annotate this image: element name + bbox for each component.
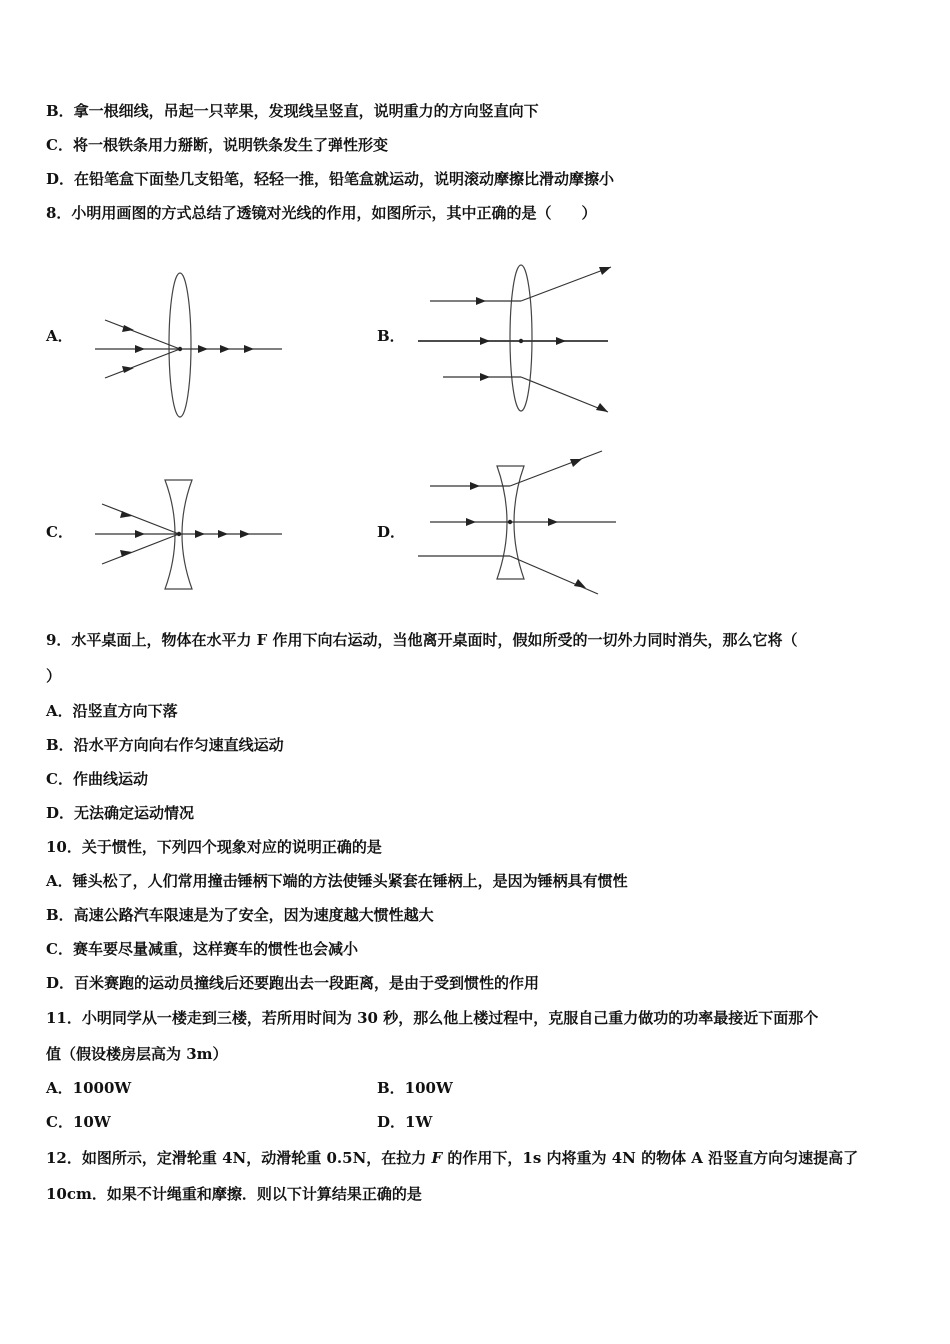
q8-figure-a-label: A． xyxy=(46,327,73,345)
q11-option-d: D．1W xyxy=(377,1113,433,1131)
upper-refracted-ray xyxy=(521,267,611,301)
q12-force-symbol: F xyxy=(431,1149,443,1167)
q11-option-a: A．1000W xyxy=(46,1079,132,1097)
q7-option-b: B．拿一根细线，吊起一只苹果，发现线呈竖直，说明重力的方向竖直向下 xyxy=(46,102,539,120)
q10-stem: 10．关于惯性，下列四个现象对应的说明正确的是 xyxy=(46,838,382,856)
q9-option-d: D．无法确定运动情况 xyxy=(46,804,195,822)
q8-figure-c-label: C． xyxy=(46,523,73,541)
q8-stem: 8．小明用画图的方式总结了透镜对光线的作用，如图所示，其中正确的是（ ） xyxy=(46,204,597,222)
q7-option-d: D．在铅笔盒下面垫几支铅笔，轻轻一推，铅笔盒就运动，说明滚动摩擦比滑动摩擦小 xyxy=(46,170,615,188)
q8-figure-c-diagram xyxy=(90,476,290,626)
q11-option-c: C．10W xyxy=(46,1113,111,1131)
q7-option-c: C．将一根铁条用力掰断，说明铁条发生了弹性形变 xyxy=(46,136,388,154)
q9-option-c: C．作曲线运动 xyxy=(46,770,148,788)
lower-incident-ray xyxy=(102,534,179,564)
q8-figure-b-label: B． xyxy=(377,327,405,345)
q10-option-d: D．百米赛跑的运动员撞线后还要跑出去一段距离，是由于受到惯性的作用 xyxy=(46,974,540,992)
q9-option-b: B．沿水平方向向右作匀速直线运动 xyxy=(46,736,284,754)
q12-stem-line2: 10cm．如果不计绳重和摩擦．则以下计算结果正确的是 xyxy=(46,1185,422,1203)
q9-option-a: A．沿竖直方向下落 xyxy=(46,702,178,720)
q8-figure-d-diagram xyxy=(418,446,628,606)
q10-option-b: B．高速公路汽车限速是为了安全，因为速度越大惯性越大 xyxy=(46,906,434,924)
q11-stem-line2: 值（假设楼房层高为 3m） xyxy=(46,1045,228,1063)
q8-figure-a-diagram xyxy=(90,270,290,420)
q12-stem-line1 xyxy=(46,1148,858,1168)
q12-stem-part-a: 12．如图所示，定滑轮重 4N，动滑轮重 0.5N，在拉力 xyxy=(46,1149,432,1167)
convex-lens xyxy=(169,273,191,417)
q9-stem-line1: 9．水平桌面上，物体在水平力 F 作用下向右运动，当他离开桌面时，假如所受的一切外力同时消失，那么它将（ xyxy=(46,631,798,649)
q11-stem-line1: 11．小明同学从一楼走到三楼，若所用时间为 30 秒，那么他上楼过程中，克服自己重力做功的功率最接近下面那个 xyxy=(46,1009,819,1027)
convex-lens xyxy=(510,265,532,411)
lower-refracted-ray xyxy=(521,377,608,412)
q10-option-c: C．赛车要尽量减重，这样赛车的惯性也会减小 xyxy=(46,940,358,958)
upper-refracted-ray xyxy=(510,451,602,486)
q8-figure-d-label: D． xyxy=(377,523,406,541)
q8-figure-b-diagram xyxy=(418,262,618,422)
q9-stem-line2: ） xyxy=(46,667,62,685)
q12-stem-part-b: 的作用下，1s 内将重为 4N 的物体 A 沿竖直方向匀速提高了 xyxy=(442,1149,859,1167)
q11-option-b: B．100W xyxy=(377,1079,453,1097)
upper-incident-ray xyxy=(102,504,179,534)
q10-option-a: A．锤头松了，人们常用撞击锤柄下端的方法使锤头紧套在锤柄上，是因为锤柄具有惯性 xyxy=(46,872,628,890)
